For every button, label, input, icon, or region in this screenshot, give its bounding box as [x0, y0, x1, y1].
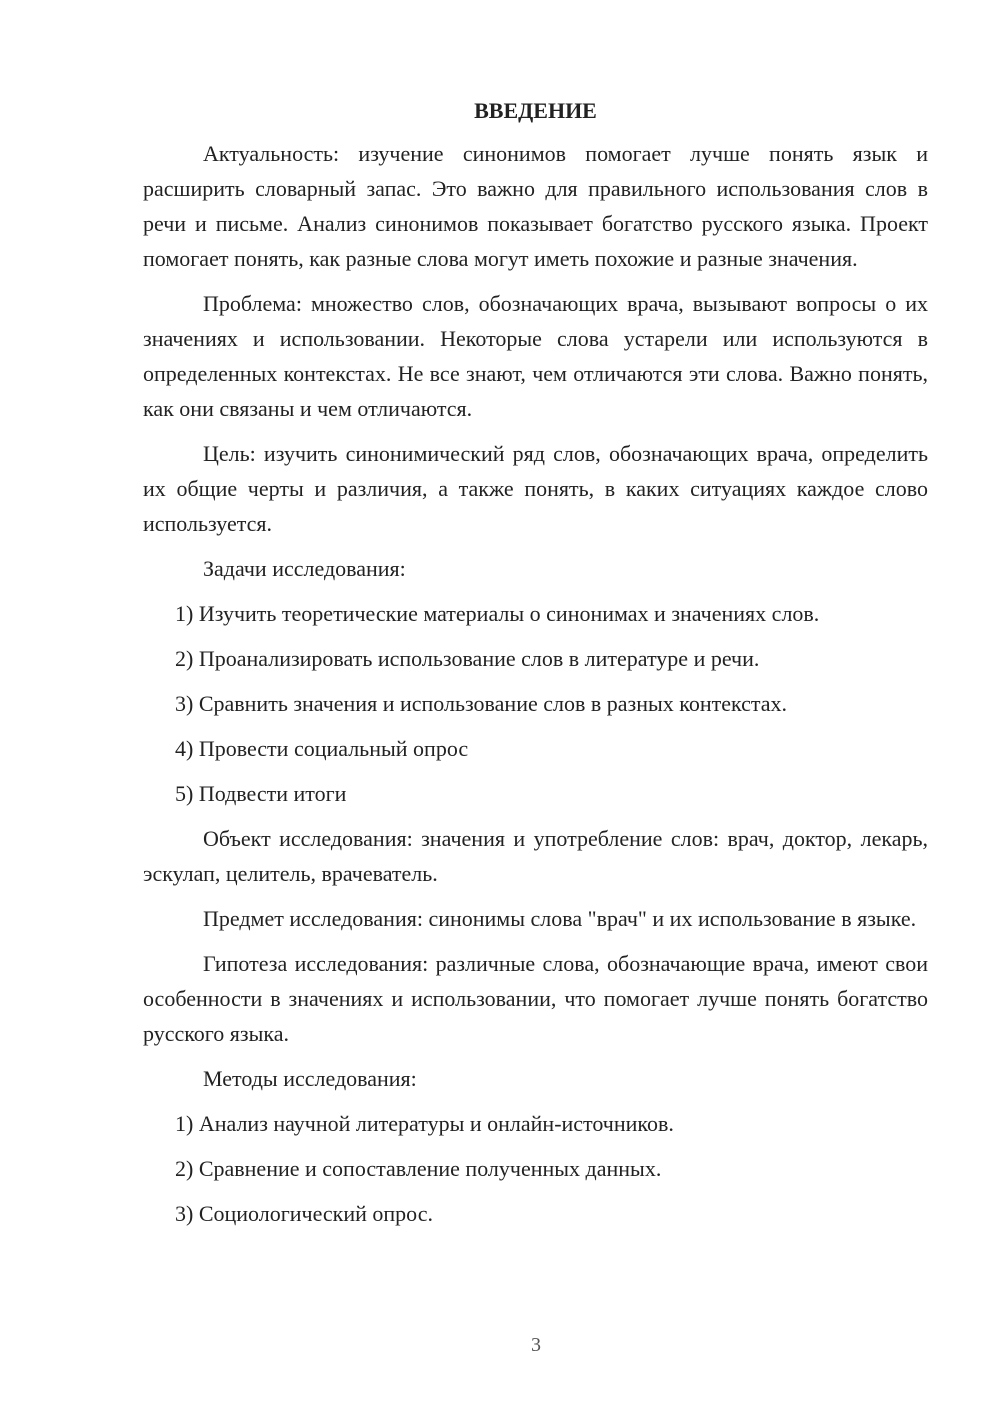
section-heading: ВВЕДЕНИЕ — [474, 98, 597, 123]
list-item: 3) Социологический опрос. — [175, 1201, 433, 1226]
tasks-title: Задачи исследования: — [203, 556, 406, 581]
list-item: 5) Подвести итоги — [175, 781, 347, 806]
problem-paragraph: Проблема: множество слов, обозначающих врача, вызывают вопросы о их значениях и использовании. Некоторые слова устарели или используются в определенных контекстах. Не все знают, чем отличаются эти слова. Важно понять, как они связаны и чем отличаются. — [143, 291, 928, 421]
list-item: 2) Сравнение и сопоставление полученных данных. — [175, 1156, 662, 1181]
list-item: 1) Анализ научной литературы и онлайн-источников. — [175, 1111, 674, 1136]
list-item: 2) Проанализировать использование слов в литературе и речи. — [175, 646, 760, 671]
subject-paragraph: Предмет исследования: синонимы слова "врач" и их использование в языке. — [203, 906, 917, 931]
tasks-list — [143, 596, 928, 811]
relevance-paragraph: Актуальность: изучение синонимов помогает лучше понять язык и расширить словарный запас. Это важно для правильного использования слов в речи и письме. Анализ синонимов показывает богатство русского языка. Проект помогает понять, как разные слова могут иметь похожие и разные значения. — [143, 141, 928, 271]
list-item: 3) Сравнить значения и использование слов в разных контекстах. — [175, 691, 788, 716]
object-paragraph: Объект исследования: значения и употребление слов: врач, доктор, лекарь, эскулап, целитель, врачеватель. — [143, 826, 928, 886]
methods-title: Методы исследования: — [203, 1066, 417, 1091]
goal-paragraph: Цель: изучить синонимический ряд слов, обозначающих врача, определить их общие черты и различия, а также понять, в каких ситуациях каждое слово используется. — [143, 441, 928, 536]
page-number: 3 — [531, 1334, 541, 1356]
list-item: 1) Изучить теоретические материалы о синонимах и значениях слов. — [175, 601, 820, 626]
hypothesis-paragraph: Гипотеза исследования: различные слова, обозначающие врача, имеют свои особенности в значениях и использовании, что помогает лучше понять богатство русского языка. — [143, 951, 928, 1046]
list-item: 4) Провести социальный опрос — [175, 736, 469, 761]
document-page — [143, 96, 928, 1241]
methods-list — [143, 1106, 928, 1231]
